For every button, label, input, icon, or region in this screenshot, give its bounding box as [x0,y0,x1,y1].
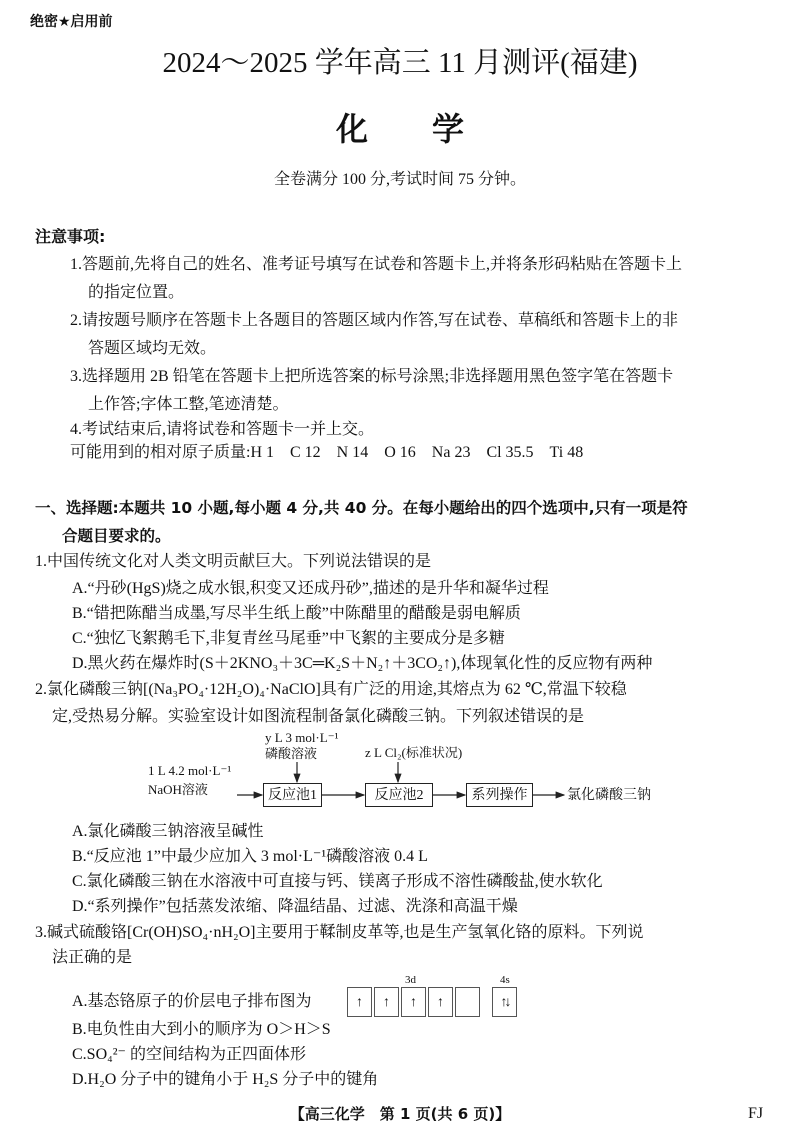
q3-option-d: D.H₂O 分子中的键角小于 H₂S 分子中的键角 [72,1071,379,1088]
note-line: 1.答题前,先将自己的姓名、准考证号填写在试卷和答题卡上,并将条形码粘贴在答题卡上 [70,256,683,273]
q2-option-b: B.“反应池 1”中最少应加入 3 mol·L⁻¹磷酸溶液 0.4 L [72,848,428,865]
q3-option-a: A.基态铬原子的价层电子排布图为 [72,993,312,1010]
notes-heading: 注意事项: [35,227,106,246]
q1-stem: 1.中国传统文化对人类文明贡献巨大。下列说法错误的是 [35,553,432,570]
label-3d: 3d [405,974,416,986]
orbital-cell: ↑ [401,987,426,1017]
series-operation: 系列操作 [466,783,533,807]
q2-stem: 2.氯化磷酸三钠[(Na₃PO₄·12H₂O)₄·NaClO]具有广泛的用途,其熔点为 62 ℃,常温下较稳 [35,681,627,698]
q2-option-d: D.“系列操作”包括蒸发浓缩、降温结晶、过滤、洗涤和高温干燥 [72,898,518,915]
score-info: 全卷满分 100 分,考试时间 75 分钟。 [273,171,526,188]
q1-option-b: B.“错把陈醋当成墨,写尽半生纸上酸”中陈醋里的醋酸是弱电解质 [72,605,521,622]
phosphoric-label: 磷酸溶液 [265,746,318,761]
note-line: 3.选择题用 2B 铅笔在答题卡上把所选答案的标号涂黑;非选择题用黑色签字笔在答题卡 [70,368,674,385]
q3-option-c: C.SO₄²⁻ 的空间结构为正四面体形 [72,1046,306,1063]
q2-stem-cont: 定,受热易分解。实验室设计如图流程制备氯化磷酸三钠。下列叙述错误的是 [52,708,585,725]
phosphoric-amount: y L 3 mol·L⁻¹ [265,730,339,745]
orbital-cell [455,987,480,1017]
exam-title: 2024～2025 学年高三 11 月测评(福建) [162,47,638,79]
reaction-tank-2: 反应池2 [365,783,433,807]
note-line: 4.考试结束后,请将试卷和答题卡一并上交。 [70,421,375,438]
page-footer: 【高三化学 第 1 页(共 6 页)】 [289,1105,511,1123]
q2-option-a: A.氯化磷酸三钠溶液呈碱性 [72,823,264,840]
q3-stem: 3.碱式硫酸铬[Cr(OH)SO₄·nH₂O]主要用于鞣制皮革等,也是生产氢氧化铬的原料。下列说 [35,924,644,941]
atomic-masses: 可能用到的相对原子质量:H 1 C 12 N 14 O 16 Na 23 Cl 35.5 Ti 48 [70,444,584,461]
confidential-mark: 绝密★启用前 [30,14,113,30]
orbital-3d [347,987,482,1017]
chlorine-label: z L Cl₂(标准状况) [365,745,463,760]
orbital-cell: ↑ [347,987,372,1017]
section-heading: 一、选择题:本题共 10 小题,每小题 4 分,共 40 分。在每小题给出的四个选项中,只有一项是符 [35,499,688,517]
note-line: 答题区域均无效。 [88,340,217,357]
orbital-4s [492,987,519,1017]
orbital-cell: ↑ [374,987,399,1017]
region-code: FJ [748,1105,764,1122]
section-heading-cont: 合题目要求的。 [62,527,171,545]
note-line: 上作答;字体工整,笔迹清楚。 [88,396,289,413]
label-4s: 4s [500,974,510,986]
q3-stem-cont: 法正确的是 [52,949,133,966]
subject-title: 化 学 [335,110,464,148]
reaction-tank-1: 反应池1 [263,783,322,807]
note-line: 的指定位置。 [88,284,185,301]
orbital-cell: ↑ [428,987,453,1017]
q3-option-b: B.电负性由大到小的顺序为 O＞H＞S [72,1021,331,1038]
q1-option-a: A.“丹砂(HgS)烧之成水银,积变又还成丹砂”,描述的是升华和凝华过程 [72,580,549,597]
product-label: 氯化磷酸三钠 [567,788,651,803]
q1-option-c: C.“独忆飞絮鹅毛下,非复青丝马尾垂”中飞絮的主要成分是多糖 [72,630,505,647]
naoh-label: NaOH溶液 [148,782,208,797]
orbital-cell: ↑↓ [492,987,517,1017]
note-line: 2.请按题号顺序在答题卡上各题目的答题区域内作答,写在试卷、草稿纸和答题卡上的非 [70,312,679,329]
naoh-amount: 1 L 4.2 mol·L⁻¹ [148,763,232,778]
q1-option-d: D.黑火药在爆炸时(S＋2KNO₃＋3C═K₂S＋N₂↑＋3CO₂↑),体现氧化性的反应物有两种 [72,655,653,672]
q2-option-c: C.氯化磷酸三钠在水溶液中可直接与钙、镁离子形成不溶性磷酸盐,使水软化 [72,873,603,890]
